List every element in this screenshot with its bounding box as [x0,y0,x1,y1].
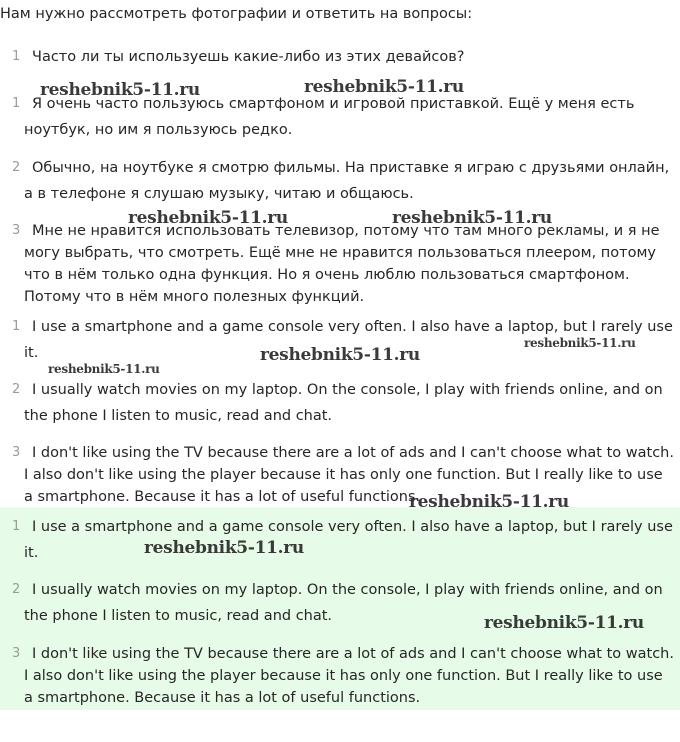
watermark: reshebnik5-11.ru [260,345,420,365]
watermark: reshebnik5-11.ru [304,77,464,97]
watermark: reshebnik5-11.ru [409,492,569,512]
intro-text: Нам нужно рассмотреть фотографии и ответить на вопросы: [0,6,473,22]
watermark: reshebnik5-11.ru [484,613,644,633]
answer-text: I usually watch movies on my laptop. On the console, I play with friends online, and on the phone I listen to music, read and chat. [24,382,663,424]
item-number: 2 [12,582,21,597]
item-number: 1 [12,49,21,64]
answer-en-repeat-3 [0,643,676,709]
watermark: reshebnik5-11.ru [144,538,304,558]
question-text: Часто ли ты используешь какие-либо из этих девайсов? [32,49,465,65]
answer-text: Я очень часто пользуюсь смартфоном и игровой приставкой. Ещё у меня есть ноутбук, но им я пользуюсь редко. [24,96,635,138]
item-number: 1 [12,519,21,534]
watermark: reshebnik5-11.ru [524,336,636,350]
answer-ru-2 [0,155,676,207]
item-number: 1 [12,319,21,334]
item-number: 1 [12,96,21,111]
answer-text: I use a smartphone and a game console very often. I also have a laptop, but I rarely use it. [24,319,673,361]
watermark: reshebnik5-11.ru [128,208,288,228]
answer-text: I usually watch movies on my laptop. On the console, I play with friends online, and on the phone I listen to music, read and chat. [24,582,663,624]
answer-en-3 [0,442,676,508]
watermark: reshebnik5-11.ru [48,362,160,376]
answer-text: Мне не нравится использовать телевизор, потому что там много рекламы, и я не могу выбрать, что смотреть. Ещё мне не нравится пользоваться плеером, потому что в нём только одна функция. Но я очень люблю пользоваться смартфоном. Потому что в нём много полезных функций. [24,223,660,305]
item-number: 3 [12,646,21,661]
answer-text: I don't like using the TV because there are a lot of ads and I can't choose what to watch. I also don't like using the player because it has only one function. But I really like to use a smartphone. Because it has a lot of useful functions. [24,646,674,706]
watermark: reshebnik5-11.ru [392,208,552,228]
item-number: 3 [12,223,21,238]
answer-ru-3 [0,220,676,308]
watermark: reshebnik5-11.ru [40,80,200,100]
item-number: 2 [12,382,21,397]
answer-text: I use a smartphone and a game console very often. I also have a laptop, but I rarely use it. [24,519,673,561]
answer-en-2 [0,377,676,429]
answer-text: I don't like using the TV because there are a lot of ads and I can't choose what to watch. I also don't like using the player because it has only one function. But I really like to use a smartphone. Because it has a lot of useful functions. [24,445,674,505]
answer-en-repeat-1 [0,514,676,566]
question-item [0,44,676,70]
answer-text: Обычно, на ноутбуке я смотрю фильмы. На приставке я играю с друзьями онлайн, а в телефоне я слушаю музыку, читаю и общаюсь. [24,160,670,202]
item-number: 2 [12,160,21,175]
item-number: 3 [12,445,21,460]
